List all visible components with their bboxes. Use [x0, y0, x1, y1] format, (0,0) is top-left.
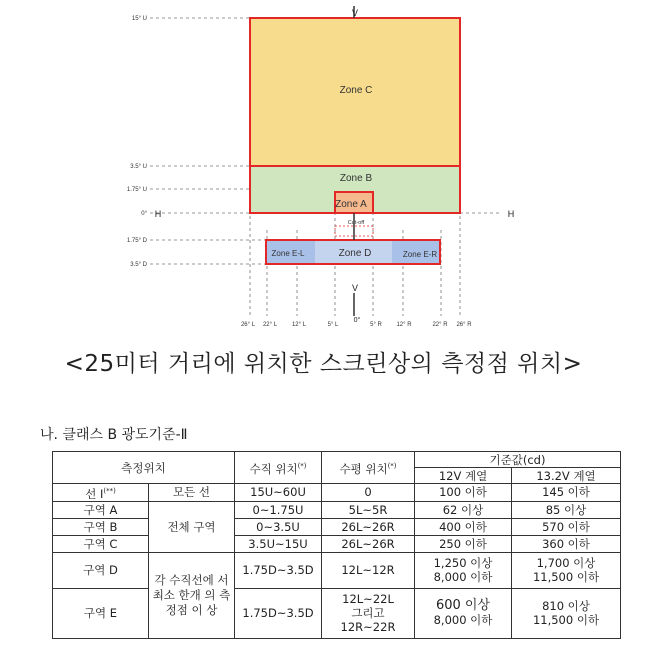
- x-label-26l: 26° L: [240, 322, 256, 328]
- y-label-15u: 15° U: [131, 16, 147, 22]
- row-13v: 1,700 이상 11,500 이하: [512, 552, 621, 588]
- x-label-5l: 5° L: [327, 322, 339, 328]
- row-12v: 1,250 이상 8,000 이하: [415, 552, 512, 588]
- zone-a-label: Zone A: [335, 199, 367, 210]
- y-label-3-5d: 3.5° D: [130, 262, 147, 268]
- row-label: 선 Ⅰ(**): [53, 484, 149, 502]
- header-vertical: 수직 위치(*): [235, 452, 322, 484]
- row-13v: 810 이상 11,500 이하: [512, 588, 621, 638]
- row-vertical: 15U~60U: [235, 484, 322, 502]
- row-horizontal: 26L~26R: [322, 535, 415, 552]
- diagram-caption: <25미터 거리에 위치한 스크린상의 측정점 위치>: [64, 351, 583, 377]
- row-label: 구역 E: [53, 588, 149, 638]
- section-subheading: 나. 클래스 B 광도기준-Ⅱ: [40, 427, 188, 443]
- y-label-1-75u: 1.75° U: [126, 187, 147, 193]
- row-horizontal: 0: [322, 484, 415, 502]
- row-vertical: 0~3.5U: [235, 518, 322, 535]
- x-label-12l: 12° L: [291, 322, 307, 328]
- y-label-3-5u: 3.5° U: [130, 164, 147, 170]
- h-left-label: H: [154, 209, 162, 219]
- header-13v: 13.2V 계열: [512, 468, 621, 484]
- row-label: 구역 A: [53, 501, 149, 518]
- x-label-22r: 22° R: [432, 322, 448, 328]
- table-row: [53, 535, 621, 552]
- x-label-5r: 5° R: [370, 322, 382, 328]
- row-vertical: 1.75D~3.5D: [235, 552, 322, 588]
- table-row: [53, 588, 621, 638]
- cutoff-label: Cut-off: [347, 220, 365, 226]
- x-label-26r: 26° R: [456, 322, 472, 328]
- x-label-12r: 12° R: [396, 322, 412, 328]
- row-12v: 62 이상: [415, 501, 512, 518]
- row-scope: 각 수직선에 서 최소 한개 의 측정점 이 상: [149, 552, 235, 638]
- row-horizontal: 26L~26R: [322, 518, 415, 535]
- table-row: [53, 501, 621, 518]
- y-label-0: 0°: [141, 211, 147, 217]
- row-vertical: 0~1.75U: [235, 501, 322, 518]
- header-position: 측정위치: [53, 452, 235, 484]
- table-row: [53, 484, 621, 502]
- header-horizontal: 수평 위치(*): [322, 452, 415, 484]
- zero-label: 0°: [353, 317, 361, 324]
- row-13v: 145 이하: [512, 484, 621, 502]
- row-vertical: 3.5U~15U: [235, 535, 322, 552]
- row-12v: 600 이상 8,000 이하: [415, 588, 512, 638]
- v-top-label: V: [351, 8, 359, 18]
- row-12v: 400 이하: [415, 518, 512, 535]
- row-13v: 360 이하: [512, 535, 621, 552]
- table-row: [53, 518, 621, 535]
- row-horizontal: 12L~22L 그리고 12R~22R: [322, 588, 415, 638]
- y-label-1-75d: 1.75° D: [126, 238, 147, 244]
- row-horizontal: 12L~12R: [322, 552, 415, 588]
- luminous-intensity-table: [52, 451, 621, 639]
- row-vertical: 1.75D~3.5D: [235, 588, 322, 638]
- table-row: [53, 552, 621, 588]
- h-right-label: H: [507, 209, 515, 219]
- zone-b-label: Zone B: [339, 173, 373, 184]
- v-bottom-label: V: [351, 283, 359, 293]
- row-12v: 250 이하: [415, 535, 512, 552]
- zone-c-label: Zone C: [339, 85, 373, 96]
- zone-d-label: Zone D: [338, 248, 372, 259]
- row-13v: 85 이상: [512, 501, 621, 518]
- zone-e-r-label: Zone E-R: [402, 250, 438, 259]
- zone-e-l-label: Zone E-L: [271, 249, 305, 258]
- header-12v: 12V 계열: [415, 468, 512, 484]
- row-scope: 전체 구역: [149, 501, 235, 552]
- row-label: 구역 D: [53, 552, 149, 588]
- row-scope: 모든 선: [149, 484, 235, 502]
- x-label-22l: 22° L: [262, 322, 278, 328]
- header-standard: 기준값(cd): [415, 452, 621, 468]
- row-12v: 100 이하: [415, 484, 512, 502]
- row-13v: 570 이하: [512, 518, 621, 535]
- row-horizontal: 5L~5R: [322, 501, 415, 518]
- header-row-1: [53, 452, 621, 468]
- row-label: 구역 B: [53, 518, 149, 535]
- row-label: 구역 C: [53, 535, 149, 552]
